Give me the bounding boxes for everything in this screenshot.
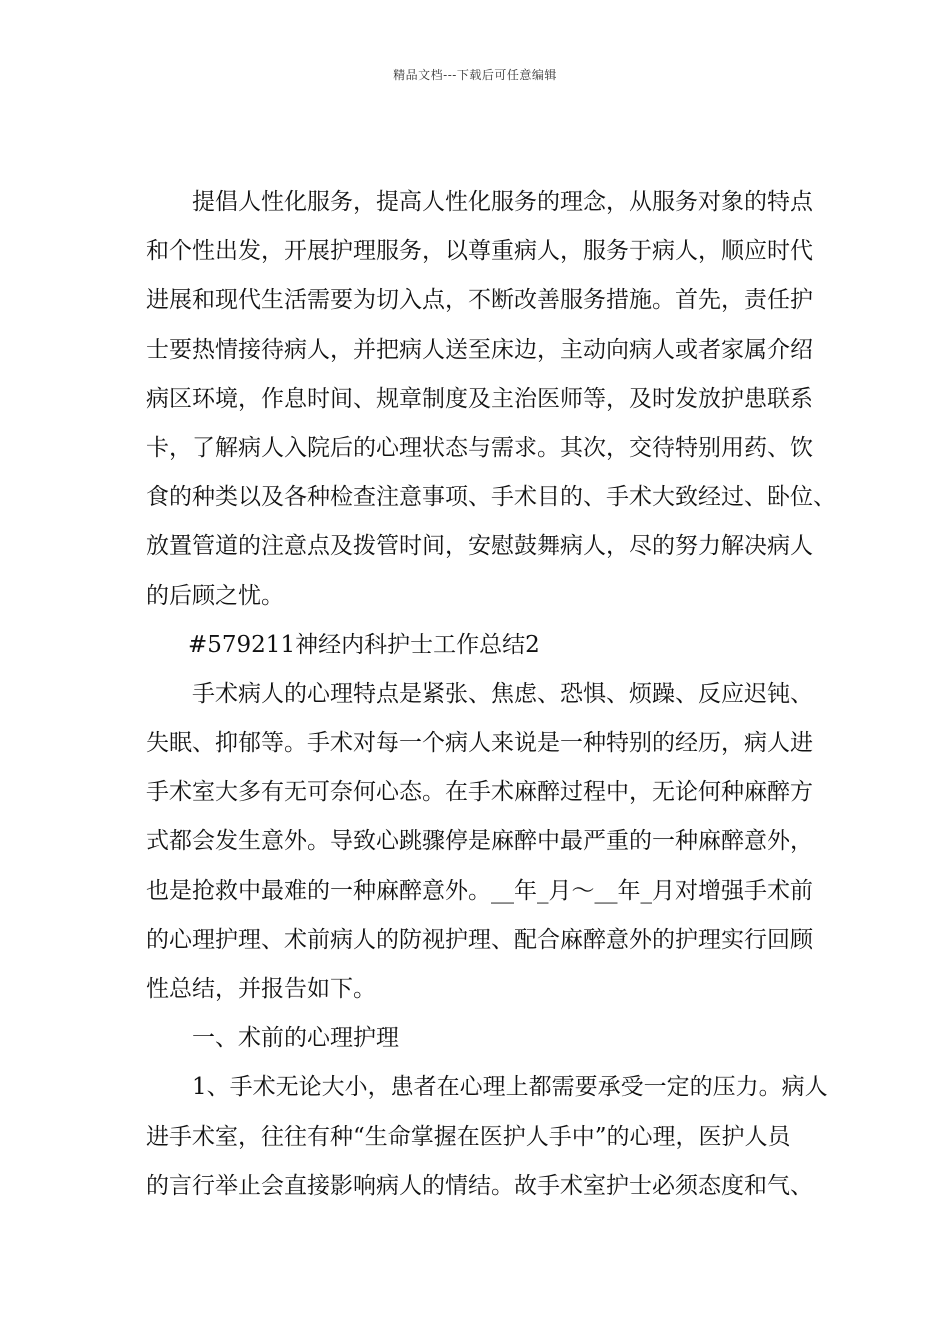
paragraph-line: 的言行举止会直接影响病人的情结。故手术室护士必须态度和气、 — [146, 1172, 813, 1199]
paragraph-line: 性总结，并报告如下。 — [146, 976, 376, 1002]
paragraph-line: 进手术室，往往有种“生命掌握在医护人手中”的心理，医护人员 — [146, 1123, 791, 1150]
paragraph-line: 和个性出发，开展护理服务，以尊重病人，服务于病人，顺应时代 — [146, 238, 813, 265]
paragraph-line: 1、手术无论大小，患者在心理上都需要承受一定的压力。病人 — [192, 1074, 828, 1101]
document-body — [146, 178, 836, 1211]
paragraph-line: 卡，了解病人入院后的心理状态与需求。其次，交待特别用药、饮 — [146, 434, 813, 461]
page-header: 精品文档---下载后可任意编辑 — [393, 68, 557, 82]
paragraph-line: 失眠、抑郁等。手术对每一个病人来说是一种特别的经历，病人进 — [146, 730, 813, 757]
paragraph-line: 手术病人的心理特点是紧张、焦虑、恐惧、烦躁、反应迟钝、 — [192, 680, 813, 707]
paragraph-line: 也是抢救中最难的一种麻醉意外。__年_月～__年_月对增强手术前 — [146, 877, 813, 904]
paragraph-line: 提倡人性化服务，提高人性化服务的理念，从服务对象的特点 — [192, 189, 813, 215]
paragraph-line: 的心理护理、术前病人的防视护理、配合麻醉意外的护理实行回顾 — [146, 926, 813, 953]
paragraph-line: 进展和现代生活需要为切入点，不断改善服务措施。首先，责任护 — [146, 287, 813, 314]
section-heading: #579211神经内科护士工作总结2 — [188, 631, 540, 658]
paragraph-line: 的后顾之忧。 — [146, 582, 284, 609]
paragraph-line: 病区环境，作息时间、规章制度及主治医师等，及时发放护患联系 — [146, 385, 813, 412]
paragraph-line: 式都会发生意外。导致心跳骤停是麻醉中最严重的一种麻醉意外， — [146, 828, 813, 855]
paragraph-line: 士要热情接待病人，并把病人送至床边，主动向病人或者家属介绍 — [146, 336, 813, 363]
paragraph-line: 手术室大多有无可奈何心态。在手术麻醉过程中，无论何种麻醉方 — [146, 779, 813, 806]
paragraph-line: 食的种类以及各种检查注意事项、手术目的、手术大致经过、卧位、 — [146, 484, 836, 511]
paragraph-line: 放置管道的注意点及拨管时间，安慰鼓舞病人，尽的努力解决病人 — [146, 533, 813, 560]
subsection-heading: 一、术前的心理护理 — [192, 1025, 399, 1052]
